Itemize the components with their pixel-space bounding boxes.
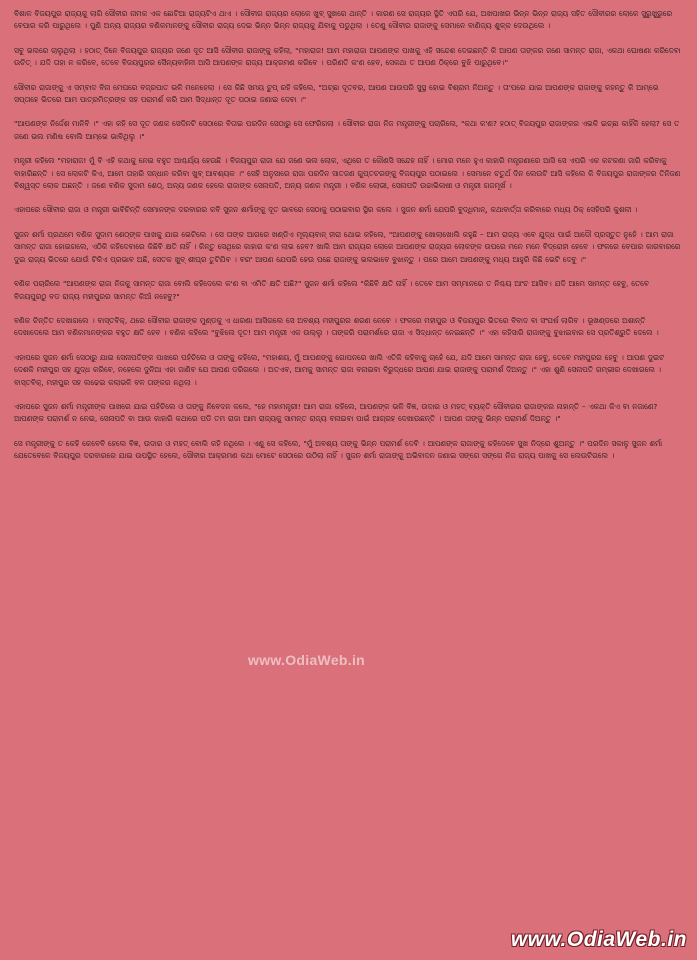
story-paragraph-8: ବଣିକ ପଚାରିଲେ "ଆପଣଙ୍କ ରାଜା ନିଜକୁ ସାମନ୍ତ ରାଜା ବୋଲି କହିଦେଲେ କ'ଣ ବା ଏମିତି କ୍ଷତି ଅଛି?" ସୁଜନ ଶର୍ମା କହିଲେ "କିଛିବି କ୍ଷତି ନାହିଁ । ତେବେ ଆମ ସମ୍ମାନରେ ତ ନିଶ୍ଚୟ ଆଂଚ ଆସିବ। ଯଦି ଆମେ ସାମନ୍ତ ହେବୁ, ତେବେ ବିଜୟପୁରଠୁ ବଡ ରାଜ୍ୟ ମହୀପୁରର ସାମନ୍ତ କିଆଁ ନହେବୁ?": [14, 279, 649, 301]
site-logo[interactable]: www.OdiaWeb.in: [510, 928, 687, 951]
story-paragraph-12: ସେ ମନ୍ତ୍ରୀଙ୍କୁ ତ କେହି କେବେବି ହେଲେ ବିଜ୍ଞ, ଉଦାର ଓ ମହତ୍ ବୋଲି କହି ନଥିଲେ । ଏଣୁ ସେ କହିଲେ, "ମୁଁ ଅବଶ୍ୟ ତାଙ୍କୁ ଭିନ୍ନ ପରାମର୍ଶ ଦେବି । ଆପଣଙ୍କ ରାଜାଙ୍କୁ କହିଦେବେ ସୁଖ ନିଦ୍ରେ ଶୁଅନ୍ତୁ ।" ପରଦିନ ସକାଳୁ ସୁଜନ ଶର୍ମା ଯେତେବେଳେ ବିଜୟପୁର ଦରବାରରେ ଯାଇ ଉପସ୍ଥିତ ହେଲେ, ସୌବୀର ଆକ୍ରମଣ କଥା ମୋଟେ ସେଠାରେ ଉଠିଲା ନାହିଁ । ସୁଜନ ଶର୍ମା ରାଜାଙ୍କୁ ଅଭିବାଦନ ଜଣାଇ ସଙ୍ଗେ ସଙ୍ଗେ ନିଜ ରାଜ୍ୟ ପାଖକୁ ସେ ଲେଉଟିଗଲେ ।: [14, 438, 663, 461]
story-paragraph-1: ବିଶାଳ ବିଜୟପୁର ରାଜ୍ୟକୁ ଲାଗି ସୌବୀର ନାମକ ଏକ ଛୋଟିଆ ରାଜ୍ୟଟିଏ ଥାଏ । ସୌବୀର ରାଜ୍ୟର ଲୋକେ ଖୁବ୍ ସୁଖରେ ଥାନ୍ତି । କାରଣ ସେ ରାଜ୍ୟର ସ୍ଥିତି ଏପରି ଯେ, ଅଖପାଖର ଭିନ୍ନ ଭିନ୍ନ ରାଜ୍ୟ ସହିତ ସୌବୀରର ଲୋକେ ସୁରୁଖୁରୁରେ ବେପାର କରି ପାରୁଥିଲେ । ପୁଣି ଅନ୍ୟ ରାଜ୍ୟର ବଣିକମାନଙ୍କୁ ସୌବୀର ରାଜ୍ୟ ଦେଇ ଭିନ୍ନ ଭିନ୍ନ ରାଜ୍ୟକୁ ଯିବାକୁ ପଡୁଥିଲା । ତେଣୁ ସୌବୀର ରାଜାଙ୍କୁ ସେମାନେ ବାଣିଜ୍ୟ ଶୁଳ୍କ ଦେଉଥିଲେ ।: [14, 9, 673, 31]
story-paragraph-11: ଏହାପରେ ସୁଜନ ଶର୍ମା ମନ୍ତ୍ରୀଙ୍କ ପାଖରେ ଯାଇ ପହଁଚିଲେ ଓ ତାଙ୍କୁ ନିବେଦନ କଲେ, "ହେ ମହାମନ୍ତ୍ରୀ! ଆମ ରାଜା କହିଲେ, ଆପଣଙ୍କ ଭଳି ବିଜ୍ଞ, ଉଦାର ଓ ମହତ୍ ବ୍ୟକ୍ତି ସୌବୀରର ରାଜାଙ୍କର ନାହାନ୍ତି – ଏକଥା କିଏ ବା ନଜାଣେ? ଆପଣଙ୍କ ପରାମର୍ଶ ନ ନେଇ, ସେନାପତି ବା ଆଉ କାହାରି କଥାରେ ପଡି ତମ ରାଜା ଆମ ରାଜ୍ୟକୁ ସାମନ୍ତ ରାଜ୍ୟ ବନାଇବା ପାଇଁ ଆଗ୍ରହ ଦେଖାଉଛନ୍ତି । ଆପଣ ତାଙ୍କୁ ଭିନ୍ନ ପରାମର୍ଶ ଦିଅନ୍ତୁ ।": [14, 401, 658, 424]
story-paragraph-3: ସୌବୀର ରାଜାଙ୍କୁ ଏ ସମ୍ବାଦ ବିନା ମେଘରେ ବଜ୍ରପାତ ଭଳି ମନେହେଲା । ସେ କିଛି ସମୟ ଚୁପ୍ ରହି କହିଲେ, "ଅଚ୍ଛା ଦୂତବର, ଆପଣ ଆଉପରି ସୁସ୍ଥ ହୋଇ ବିଶ୍ରାମ ନିଅନ୍ତୁ । ତା'ପରେ ଯାଇ ଆପଣଙ୍କ ରାଜାଙ୍କୁ କହନ୍ତୁ କି ଆମ୍ଭେ ସପ୍ତାହେ ଭିତରେ ଆମ ପାତ୍ରମିତ୍ରଙ୍କ ସହ ପରାମର୍ଶ କରି ଆମ ସିଦ୍ଧାନ୍ତ ଦୂତ ପଠାଇ ଜଣାଇ ଦେବା ।": [14, 82, 659, 105]
story-paragraph-9: ବଣିକ ଚିନ୍ତିତ ଦେଖାଗଲେ । ବାସ୍ତବିକ୍, ଥରେ ସୌବୀର ରାଜାଙ୍କ ମୁଣ୍ଡକୁ ଏ ଧାରଣା ଆସିଗଲେ ସେ ଅବଶ୍ୟ ମହୀପୁରର ଶରଣ ନେବେ । ଫଳରେ ମହୀପୁର ଓ ବିଜୟପୁର ଭିତରେ ବିବାଦ ବା ସଂଘର୍ଷ ଲାଗିବ । ଭୂଖଣ୍ଡରେ ଅଶାନ୍ତି ଦେଖାଦେଲେ ଆମ ବଣିକମାନଙ୍କର ବହୁତ କ୍ଷତି ହେବ । ବଣିକ କହିଲେ "ବୁଝିଲେ ଦୂତ! ଆମ ମନ୍ତ୍ରୀ ଏକ ଉଲ୍ଲୁ । ତାଙ୍କରି ପରାମର୍ଶରେ ରାଜା ଏ ସିଦ୍ଧାନ୍ତ ନେଇଛନ୍ତି ।" ଏହା କହିସାରି ରାଜାଙ୍କୁ ବୁଝାଇବାର ସେ ପ୍ରତିଶ୍ରୁତି ଦେଲେ ।: [14, 315, 659, 338]
watermark-text: www.OdiaWeb.in: [248, 652, 365, 668]
story-paragraph-5: ମନ୍ତ୍ରୀ କହିଲେ "ମହାରାଜ! ମୁଁ ବି ଏହି କଥାକୁ ନେଇ ବହୁତ ଆଶ୍ଚର୍ଯ୍ୟ ହେଉଛି । ବିଜୟପୁର ରାଜା ଯେ ଜଣେ ଭଲ ଲୋକ, ଏଥିରେ ତ କୌଣସି ସନ୍ଦେହ ନାହିଁ । ମୋର ମନେ ହୁଏ କାହାରି ମନ୍ତ୍ରଣାରେ ଆସି ସେ ଏପରି ଏକ କଟକଣା ଜାରି କରିବାକୁ ବାହାରିଛନ୍ତି । ସେ ଲୋକଟି କିଏ, ଆମେ ତାହାରି ସନ୍ଧାନ କରିବା ଖୁବ୍ ଆବଶ୍ୟକ ।" ସେହି ଅନୁସାରେ ରାଜା ପରଦିନ ସାତଜଣ ଗୁପ୍ତଚରଙ୍କୁ ବିଜୟପୁର ପଠାଇଲେ । ସେମାନେ ଚତୁର୍ଥ ଦିନ ଲେଉଟି ଆସି କହିଲେ କି ବିଜୟପୁର ରାଜାଙ୍କର ତିନିଜଣ ବିଶ୍ୱସ୍ତ ଲୋକ ଅଛନ୍ତି । ଜଣେ ବଣିକ ସୁଦାମ ଶେଠ୍, ଅନ୍ୟ ଜଣକ ହେଲେ ରାଜାଙ୍କ ସେନାପତି, ଅନ୍ୟ ଜଣକ ମନ୍ତ୍ରୀ । ବଣିକ ଲୋଭୀ, ସେନାପତି ଉଚ୍ଚାଭିଳାଷୀ ଓ ମନ୍ତ୍ରୀ ଗଜମୂର୍ଖ ।: [14, 156, 681, 191]
story-paragraph-2: ସବୁ ଭଲରେ ଚାଲୁଥିଲା । ହଠାତ୍ ଦିନେ ବିଜୟପୁର ରାଜ୍ୟର ଜଣେ ଦୂତ ଆସି ସୌବୀର ରାଜାଙ୍କୁ କହିଲା, "ମହାରାଜ! ଆମ ମହାରାଜା ଆପଣଙ୍କ ପାଖକୁ ଏହି ସନ୍ଦେଶ ଦେଇଛନ୍ତି କି ଆପଣ ତାଙ୍କର ଜଣେ ସାମନ୍ତ ରାଜା, ଏକଥା ଘୋଷଣା କରିଦେବା ଉଚିତ୍ । ଯଦି ତାହା ନ କରିବେ, ତେବେ ବିଜୟପୁରର ସୈନ୍ୟବାହିନୀ ଆସି ଆପଣଙ୍କ ରାଜ୍ୟ ଆକ୍ରମଣ କରିବେ । ପରିଣତି କ'ଣ ହେବ, ସେକଥା ତ ଆପଣ ଠିକ୍ରେ ବୁଝି ପାରୁଥିବେ।": [14, 45, 681, 68]
story-paragraph-6: ଏହାପରେ ସୌବୀର ରାଜା ଓ ମନ୍ତ୍ରୀ ଭାବିଚିନ୍ତି ସେମାନଙ୍କ ଦରବାରର କବି ସୁଜନ ଶର୍ମାଙ୍କୁ ଦୂତ ଭାବରେ ସେଠାକୁ ପଠାଇବାର ସ୍ଥିର କଲେ । ସୁଜନ ଶର୍ମା ଯେପରି ବୁଦ୍ଧିମାନ୍, କଥାବାର୍ତ୍ତା କରିବାରେ ମଧ୍ୟ ଠିକ୍ ସେହିପରି କୁଶଳୀ ।: [14, 205, 638, 215]
story-paragraph-4: "ଆପଣଙ୍କ ନିର୍ଦ୍ଦେଶ ମାନିବି ।" ଏହା କହି ସେ ଦୂତ ଜଣକ ସେଦିନଟି ସେଠାରେ ବିତାଇ ପରଦିନ ସେଠାରୁ ସେ ଫେରିଗଲା । ସୌବୀର ରାଜା ନିଜ ମନ୍ତ୍ରୀଙ୍କୁ ପଚାରିଲେ, "କଥା କ'ଣ? ହଠାତ୍ ବିଜୟପୁର ରାଜାଙ୍କର ଏଭଳି ଇଚ୍ଛା କାହିଁକି ହେଲା? ସେ ତ ଜଣେ ଭଲ ମଣିଷ ବୋଲି ଆମ୍ଭେ ଭାବିଥିଲୁ ।": [14, 119, 680, 141]
story-paragraph-10: ଏହାପରେ ସୁଜନ ଶର୍ମା ସେଠାରୁ ଯାଇ ସେନାପତିଙ୍କ ପାଖରେ ପହଁଚିଲେ ଓ ତାଙ୍କୁ କହିଲେ, "ମହାଶୟ, ମୁଁ ଆପଣଙ୍କୁ ଗୋପନରେ ଖାଲି ଏତିକି କହିବାକୁ ଚାହେଁ ଯେ, ଯଦି ଆମେ ସାମନ୍ତ ରାଜା ହେବୁ, ତେବେ ମହୀପୁରର ହେବୁ । ଆପଣ ଦୁଇଟ ଦେଶକି ମହୀପୁର ସହ ଯୁଦ୍ଧ କରିବେ, ନହେଲେ ଦୁନିଆ ଏହା ଜାଣିବ ଯେ ଆପଣ ଡରିଗଲେ । ଅତଏବ, ଆମକୁ ସାମନ୍ତ ରାଜା ବନାଇବା ବିରୁଦ୍ଧରେ ଆପଣ ଯାଇ ରାଜାଙ୍କୁ ପରାମର୍ଶ ଦିଅନ୍ତୁ ।" ଏହା ଶୁଣି ସେନାପତି ଗମ୍ଭୀର ଦେଖାଗଲେ । ବାସ୍ତବିକ୍, ମହୀପୁର ସହ ଲଢେଇ କଲାଭଳି ବଳ ତାଙ୍କର ନଥିଲା ।: [14, 352, 665, 387]
story-paragraph-7: ସୁଜନ ଶର୍ମା ପ୍ରଥମେ ବଣିକ ସୁଦାମ ଶେଠ୍ଙ୍କ ପାଖକୁ ଯାଇ ଭେଟିଲେ । ସେ ତାଙ୍କ ଆଗରେ ଖଣ୍ଡିଏ ମୂଲ୍ୟବାନ୍ ହୀରା ଥୋଇ କହିଲେ, "ଆପଣଙ୍କୁ ଖୋଲାଖୋଲି କହୁଛି – ଆମ ରାଜ୍ୟ ଏବେ ଯୁଦ୍ଧ ପାଇଁ ଆଦୌ ପ୍ରସ୍ତୁତ ନୁହେଁ । ଆମ ରାଜା ସାମନ୍ତ ରାଜା ହୋଇଗଲେ, ଏଠିକି କହିଦେବାରେ କିଛିବି କ୍ଷତି ନାହିଁ । କିନ୍ତୁ ସେଥିରେ କାହାର କ'ଣ ଲାଭ ହେବ? ଖାଲି ଆମ ରାଜ୍ୟର ଲୋକେ ଆପଣଙ୍କ ରାଜ୍ୟର ଲୋକଙ୍କ ଉପରେ ମନେ ମନେ ବିଦ୍ରୋହୀ ହେବେ । ଫଳରେ ବେପାର କାରବାରରେ ଦୁଇ ରାଜ୍ୟ ଭିତରେ ଯୋଉଁ ଟିକିଏ ପ୍ରଭାବ ଅଛି, ସେତକ ଖୁବ୍ ଶୀଘ୍ର ତୁଟିଯିବ । ବରଂ ଆପଣ ଯେପରି ହେଉ ପଛେ ରାଜାଙ୍କୁ ଭଲଭାବେ ବୁଝାନ୍ତୁ । ପରେ ଆମେ ଆପଣଙ୍କୁ ମଧ୍ୟ ଆହୁରି କିଛି ଭେଟି ଦେବୁ ।": [14, 229, 681, 264]
